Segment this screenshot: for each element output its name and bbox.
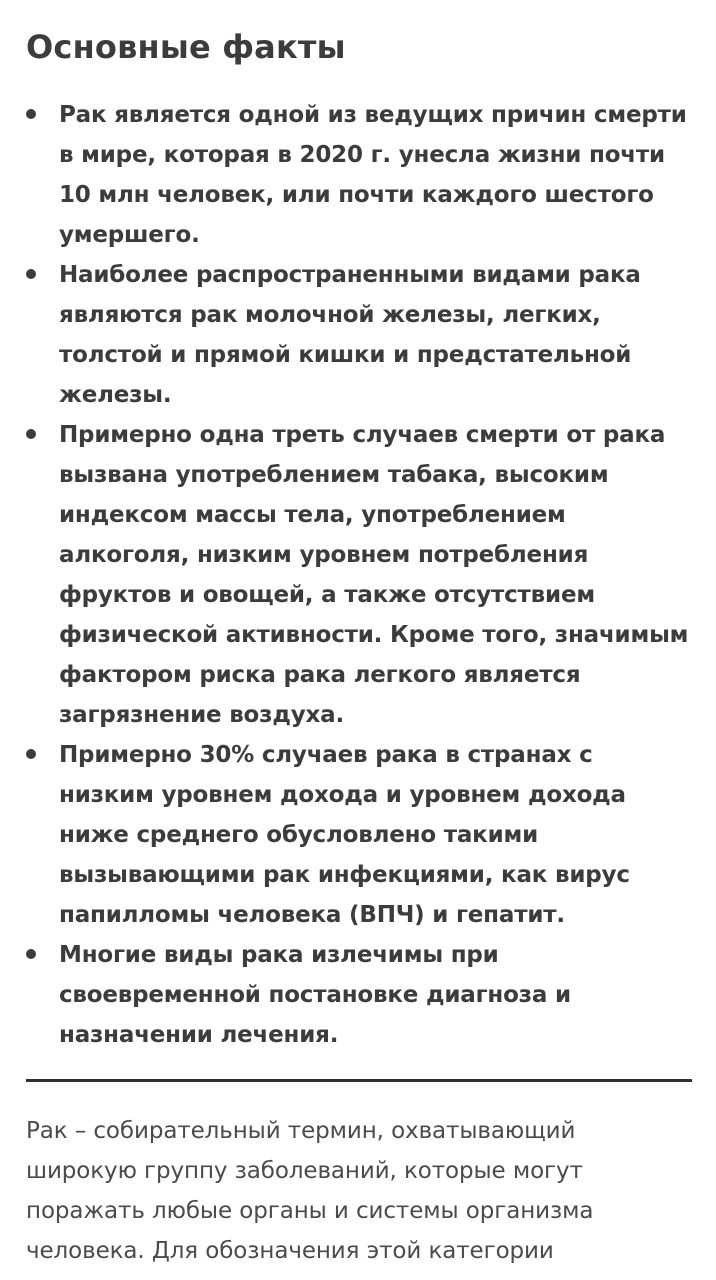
fact-text: Примерно одна треть случаев смерти от рака вызвана употреблением табака, высоким индексом массы тела, употреблением алкоголя, низким уровнем потребления фруктов и овощей, а также отсутствием физической активности. Кроме того, значимым фактором риска рака легкого является загрязнение воздуха. (59, 422, 689, 728)
bullet-icon (26, 109, 36, 119)
fact-item (26, 735, 692, 935)
fact-text: Рак является одной из ведущих причин смерти в мире, которая в 2020 г. унесла жизни почти 10 млн человек, или почти каждого шестого умершего. (59, 102, 687, 248)
key-facts-list (26, 95, 692, 1055)
bullet-icon (26, 949, 36, 959)
section-heading: Основные факты (26, 28, 346, 66)
fact-text: Примерно 30% случаев рака в странах с низким уровнем дохода и уровнем дохода ниже среднего обусловлено такими вызывающими рак инфекциями, как вирус папилломы человека (ВПЧ) и гепатит. (59, 742, 630, 928)
fact-text: Многие виды рака излечимы при своевременной постановке диагноза и назначении лечения. (59, 942, 571, 1048)
bullet-icon (26, 749, 36, 759)
bullet-icon (26, 429, 36, 439)
fact-item (26, 255, 692, 415)
fact-item (26, 935, 692, 1055)
intro-paragraph: Рак – собирательный термин, охватывающий широкую группу заболеваний, которые могут поражать любые органы и системы организма человека. Для обозначения этой категории (26, 1118, 594, 1264)
fact-item (26, 95, 692, 255)
bullet-icon (26, 269, 36, 279)
fact-text: Наиболее распространенными видами рака являются рак молочной железы, легких, толстой и прямой кишки и предстательной железы. (59, 262, 641, 408)
section-divider (26, 1079, 692, 1082)
fact-item (26, 415, 692, 735)
